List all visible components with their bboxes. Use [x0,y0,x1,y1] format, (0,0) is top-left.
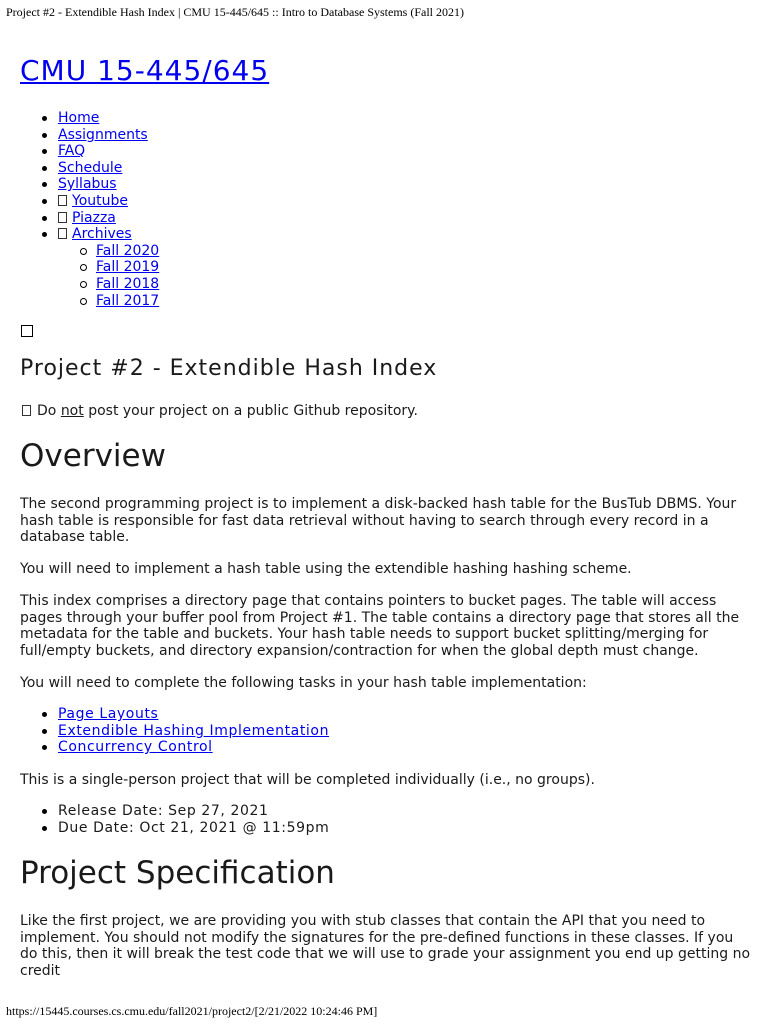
archive-link-fall-2018[interactable]: Fall 2018 [96,275,160,292]
youtube-icon [58,195,67,206]
release-date-text: Release Date: Sep 27, 2021 [58,803,269,819]
nav-item-home [20,110,159,127]
nav-link-faq[interactable]: FAQ [58,143,86,160]
task-item [20,706,329,723]
date-list [20,803,329,836]
archive-link-fall-2017[interactable]: Fall 2017 [96,292,160,309]
overview-paragraph-1: The second programming project is to implement a disk-backed hash table for the BusTub DBMS. Your hash table is responsible for fast data retrieval without having to search through every record in a database table. [20,496,737,545]
nav-label-piazza: Piazza [72,209,116,226]
nav-link-archives[interactable] [58,226,132,242]
archive-icon [58,228,67,239]
task-link-page-layouts[interactable]: Page Layouts [58,706,159,722]
task-link-concurrency-control[interactable]: Concurrency Control [58,739,213,756]
nav-link-schedule[interactable]: Schedule [58,159,123,176]
overview-heading: Overview [20,438,166,474]
nav-item-syllabus [20,176,159,193]
print-header: Project #2 - Extendible Hash Index | CMU 15-445/645 :: Intro to Database Systems (Fall 2021) [6,5,464,19]
nav-item-schedule [20,160,159,177]
nav-item-youtube [20,193,159,210]
overview-paragraph-2: You will need to implement a hash table using the extendible hashing hashing scheme. [20,561,632,577]
warning-suffix: post your project on a public Github repository. [88,403,418,419]
archive-item-fall-2017 [58,293,159,310]
site-title-link[interactable]: CMU 15-445/645 [20,54,270,87]
warning-icon [22,405,31,416]
nav-link-home[interactable]: Home [58,110,100,126]
print-footer: https://15445.courses.cs.cmu.edu/fall2021/project2/[2/21/2022 10:24:46 PM] [6,1004,378,1018]
nav-link-piazza[interactable] [58,210,116,226]
warning-prefix: Do [37,403,57,419]
task-link-extendible-hashing[interactable]: Extendible Hashing Implementation [58,722,330,739]
nav-label-youtube: Youtube [72,192,128,209]
nav-label-archives: Archives [72,226,132,243]
archive-item-fall-2018 [58,276,159,293]
archive-link-fall-2020[interactable]: Fall 2020 [96,242,160,259]
nav-link-youtube[interactable] [58,193,128,209]
archive-link-fall-2019[interactable]: Fall 2019 [96,259,160,276]
nav-item-archives [20,226,159,309]
task-list [20,706,329,756]
task-item [20,739,329,756]
warning-emphasis: not [60,403,84,419]
nav-item-assignments [20,127,159,144]
nav-item-faq [20,143,159,160]
main-nav [20,110,159,309]
release-date [20,803,329,820]
overview-note: This is a single-person project that will be completed individually (i.e., no groups). [20,772,595,788]
spec-paragraph: Like the first project, we are providing you with stub classes that contain the API that you need to implement. You should not modify the signatures for the pre-defined functions in these classes. If you do this, then it will break the test code that we will use to grade your assignment you end up getting no credit [20,913,751,979]
menu-toggle-icon[interactable] [21,325,33,337]
nav-item-piazza [20,210,159,227]
archive-item-fall-2019 [58,259,159,276]
due-date-text: Due Date: Oct 21, 2021 @ 11:59pm [58,819,330,836]
due-date [20,820,329,837]
piazza-icon [58,212,67,223]
overview-paragraph-4: You will need to complete the following tasks in your hash table implementation: [20,675,587,691]
site-title [20,54,269,87]
task-item [20,723,329,740]
overview-paragraph-3: This index comprises a directory page that contains pointers to bucket pages. The table will access pages through your buffer pool from Project #1. The table contains a directory page that stores all the metadata for the table and buckets. Your hash table needs to support bucket splitting/merging for full/empty buckets, and directory expansion/contraction for when the global depth must change. [20,593,740,659]
nav-link-syllabus[interactable]: Syllabus [58,176,117,193]
nav-link-assignments[interactable]: Assignments [58,126,148,143]
warning-notice [22,403,418,419]
archives-submenu [58,243,159,309]
archive-item-fall-2020 [58,243,159,260]
page-title: Project #2 - Extendible Hash Index [20,356,438,381]
spec-heading: Project Specification [20,855,335,891]
